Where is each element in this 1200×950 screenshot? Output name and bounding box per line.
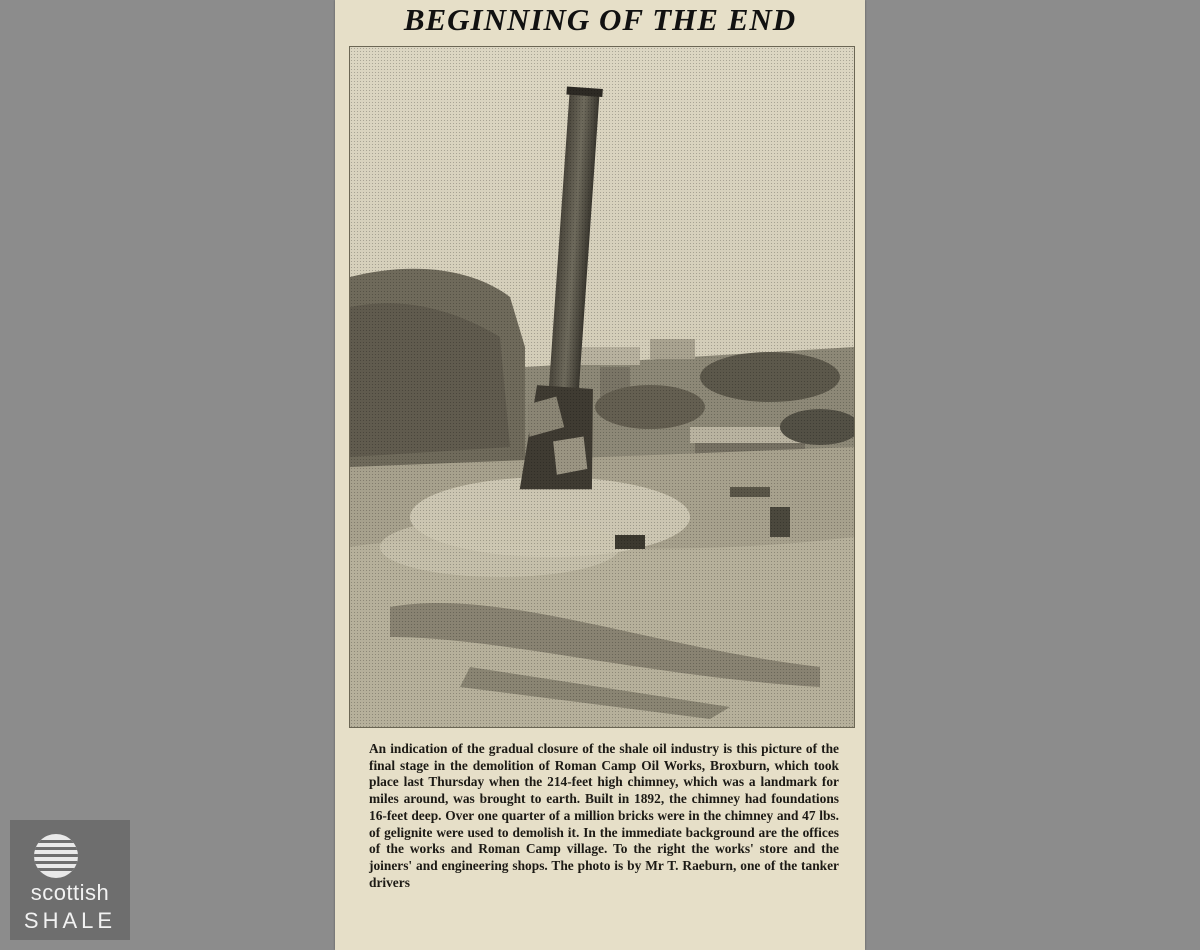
sphere-stripes-icon [32,832,80,880]
headline: BEGINNING OF THE END [403,2,797,37]
newspaper-clipping [335,0,865,950]
caption-text: An indication of the gradual closure of the shale oil industry is this picture of the final stage in the demolition of Roman Camp Oil Works, Broxburn, which took place last Thursday when the 214-feet high chimney, which was a landmark for miles around, was brought to earth. Built in 1892, the chimney had foundations 16-feet deep. Over one quarter of a million bricks were in the chimney and 47 lbs. of gelignite were used to demolish it. In the immediate background are the offices of the works and Roman Camp village. To the right the works' store and the joiners' and engineering shops. The photo is by Mr T. Raeburn, one of the tanker drivers [369,741,839,890]
chimney-demolition-photo [349,46,855,728]
logo-text-scottish: scottish [30,880,110,905]
photo-caption [369,741,839,891]
logo-text-shale: SHALE [23,908,117,933]
scottish-shale-logo [10,820,130,940]
